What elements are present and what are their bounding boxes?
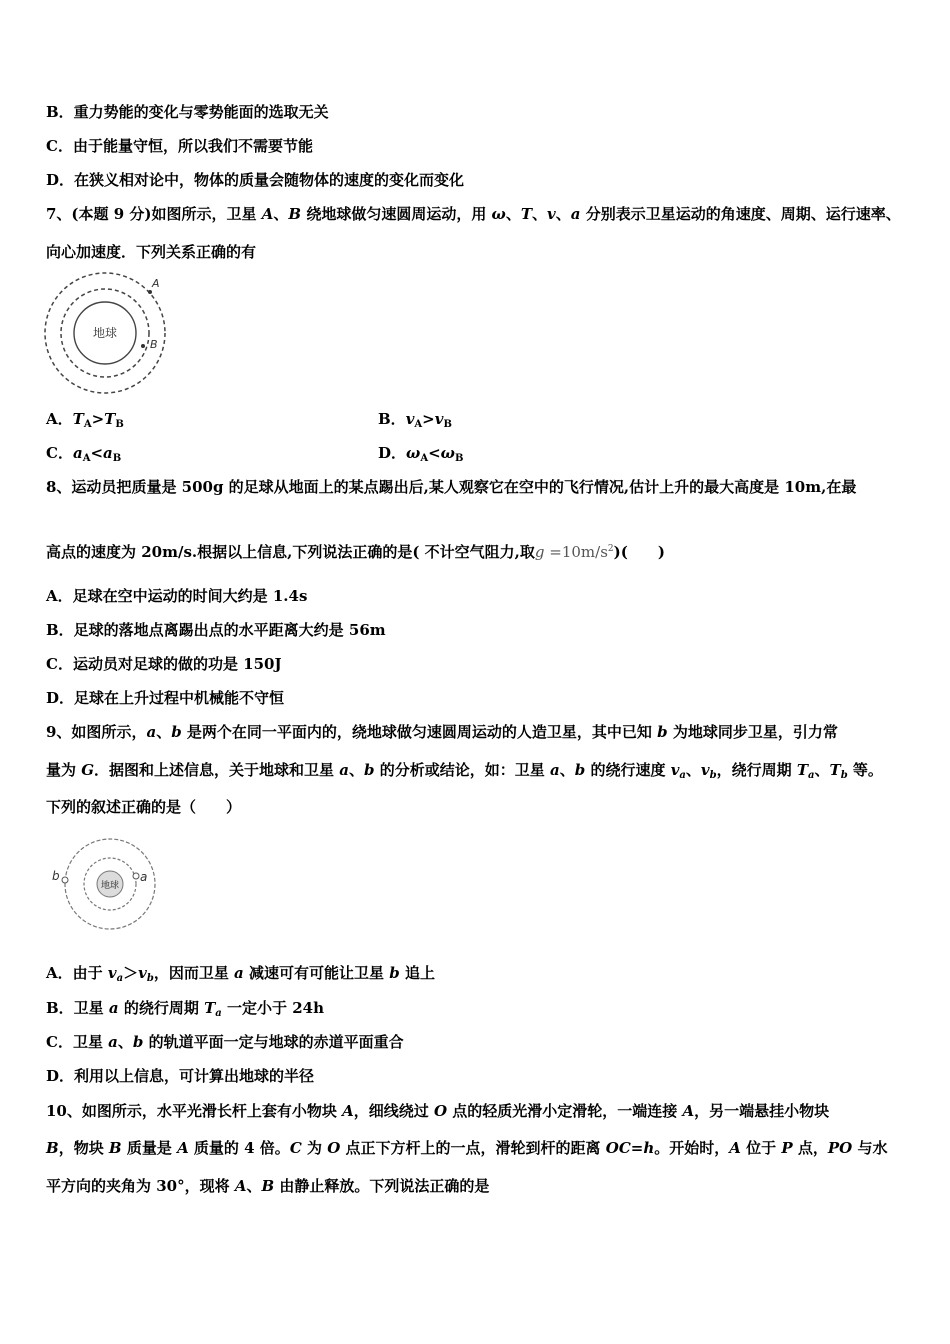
q10-stem-line3: 平方向的夹角为 30°，现将 A、B 由静止释放。下列说法正确的是: [46, 1177, 490, 1195]
q9-label-b: b: [52, 869, 60, 883]
q9-stem-line2: 量为 G．据图和上述信息，关于地球和卫星 a、b 的分析或结论，如：卫星 a、b 的绕行速度 $v_a$、$v_b$，绕行周期 $T_a$、$T_b$ 等。: [46, 761, 883, 781]
q9-orbit-figure: [48, 835, 160, 935]
q7-label-a: A: [152, 277, 160, 290]
q9-label-a: a: [140, 870, 148, 884]
q9-option-b: B．卫星 a 的绕行周期 $T_a$ 一定小于 24h: [46, 999, 324, 1019]
q8-stem-line2: 高点的速度为 20m/s.根据以上信息,下列说法正确的是( 不计空气阻力,取$g =10m/s^2$)( ): [46, 543, 665, 561]
q9-earth-label: 地球: [100, 881, 120, 891]
q7-earth-label: 地球: [92, 326, 118, 340]
q7-option-d: D．$\omega_A<\omega_B$: [378, 444, 464, 464]
q8-option-a: A．足球在空中运动的时间大约是 1.4s: [46, 587, 308, 605]
q6-option-c: C．由于能量守恒，所以我们不需要节能: [46, 137, 313, 155]
q7-label-b: B: [150, 338, 158, 351]
q6-option-b: B．重力势能的变化与零势能面的选取无关: [46, 103, 329, 121]
q7-option-b: B．$v_A>v_B$: [378, 410, 452, 430]
q7-orbit-figure: [40, 270, 172, 400]
q6-option-d: D．在狭义相对论中，物体的质量会随物体的速度的变化而变化: [46, 171, 465, 189]
q8-gravity-formula: $g =10m/s^2$: [534, 543, 614, 561]
q7-satellite-a: [148, 290, 152, 294]
q7-satellite-b: [141, 344, 145, 348]
q8-option-c: C．运动员对足球的做的功是 150J: [46, 655, 282, 673]
q9-satellite-b: [62, 877, 68, 883]
q9-stem-line3: 下列的叙述正确的是（ ）: [46, 798, 242, 816]
q9-option-c: C．卫星 a、b 的轨道平面一定与地球的赤道平面重合: [46, 1033, 404, 1051]
q7-option-c: C．$a_A<a_B$: [46, 444, 122, 464]
q9-satellite-a: [133, 873, 139, 879]
q8-stem-line1: 8、运动员把质量是 500g 的足球从地面上的某点踢出后,某人观察它在空中的飞行情况,估计上升的最大高度是 10m,在最: [46, 478, 857, 496]
q8-option-d: D．足球在上升过程中机械能不守恒: [46, 689, 285, 707]
q9-stem-line1: 9、如图所示，a、b 是两个在同一平面内的，绕地球做匀速圆周运动的人造卫星，其中已知 b 为地球同步卫星，引力常: [46, 723, 838, 741]
q7-stem-line2: 向心加速度．下列关系正确的有: [46, 243, 257, 261]
q9-option-d: D．利用以上信息，可计算出地球的半径: [46, 1067, 315, 1085]
q8-option-b: B．足球的落地点离踢出点的水平距离大约是 56m: [46, 621, 386, 639]
q10-stem-line2: B，物块 B 质量是 A 质量的 4 倍。C 为 O 点正下方杆上的一点，滑轮到杆的距离 OC=h。开始时，A 位于 P 点，PO 与水: [46, 1139, 888, 1157]
q9-option-a: A．由于 $v_a>v_b$，因而卫星 a 减速可有可能让卫星 b 追上: [46, 964, 435, 984]
q7-option-a: A．$T_A>T_B$: [46, 410, 124, 430]
q7-stem-line1: 7、(本题 9 分)如图所示，卫星 A、B 绕地球做匀速圆周运动，用 ω、T、v、a 分别表示卫星运动的角速度、周期、运行速率、: [46, 205, 901, 223]
q10-stem-line1: 10、如图所示，水平光滑长杆上套有小物块 A，细线绕过 O 点的轻质光滑小定滑轮，一端连接 A，另一端悬挂小物块: [46, 1102, 830, 1120]
